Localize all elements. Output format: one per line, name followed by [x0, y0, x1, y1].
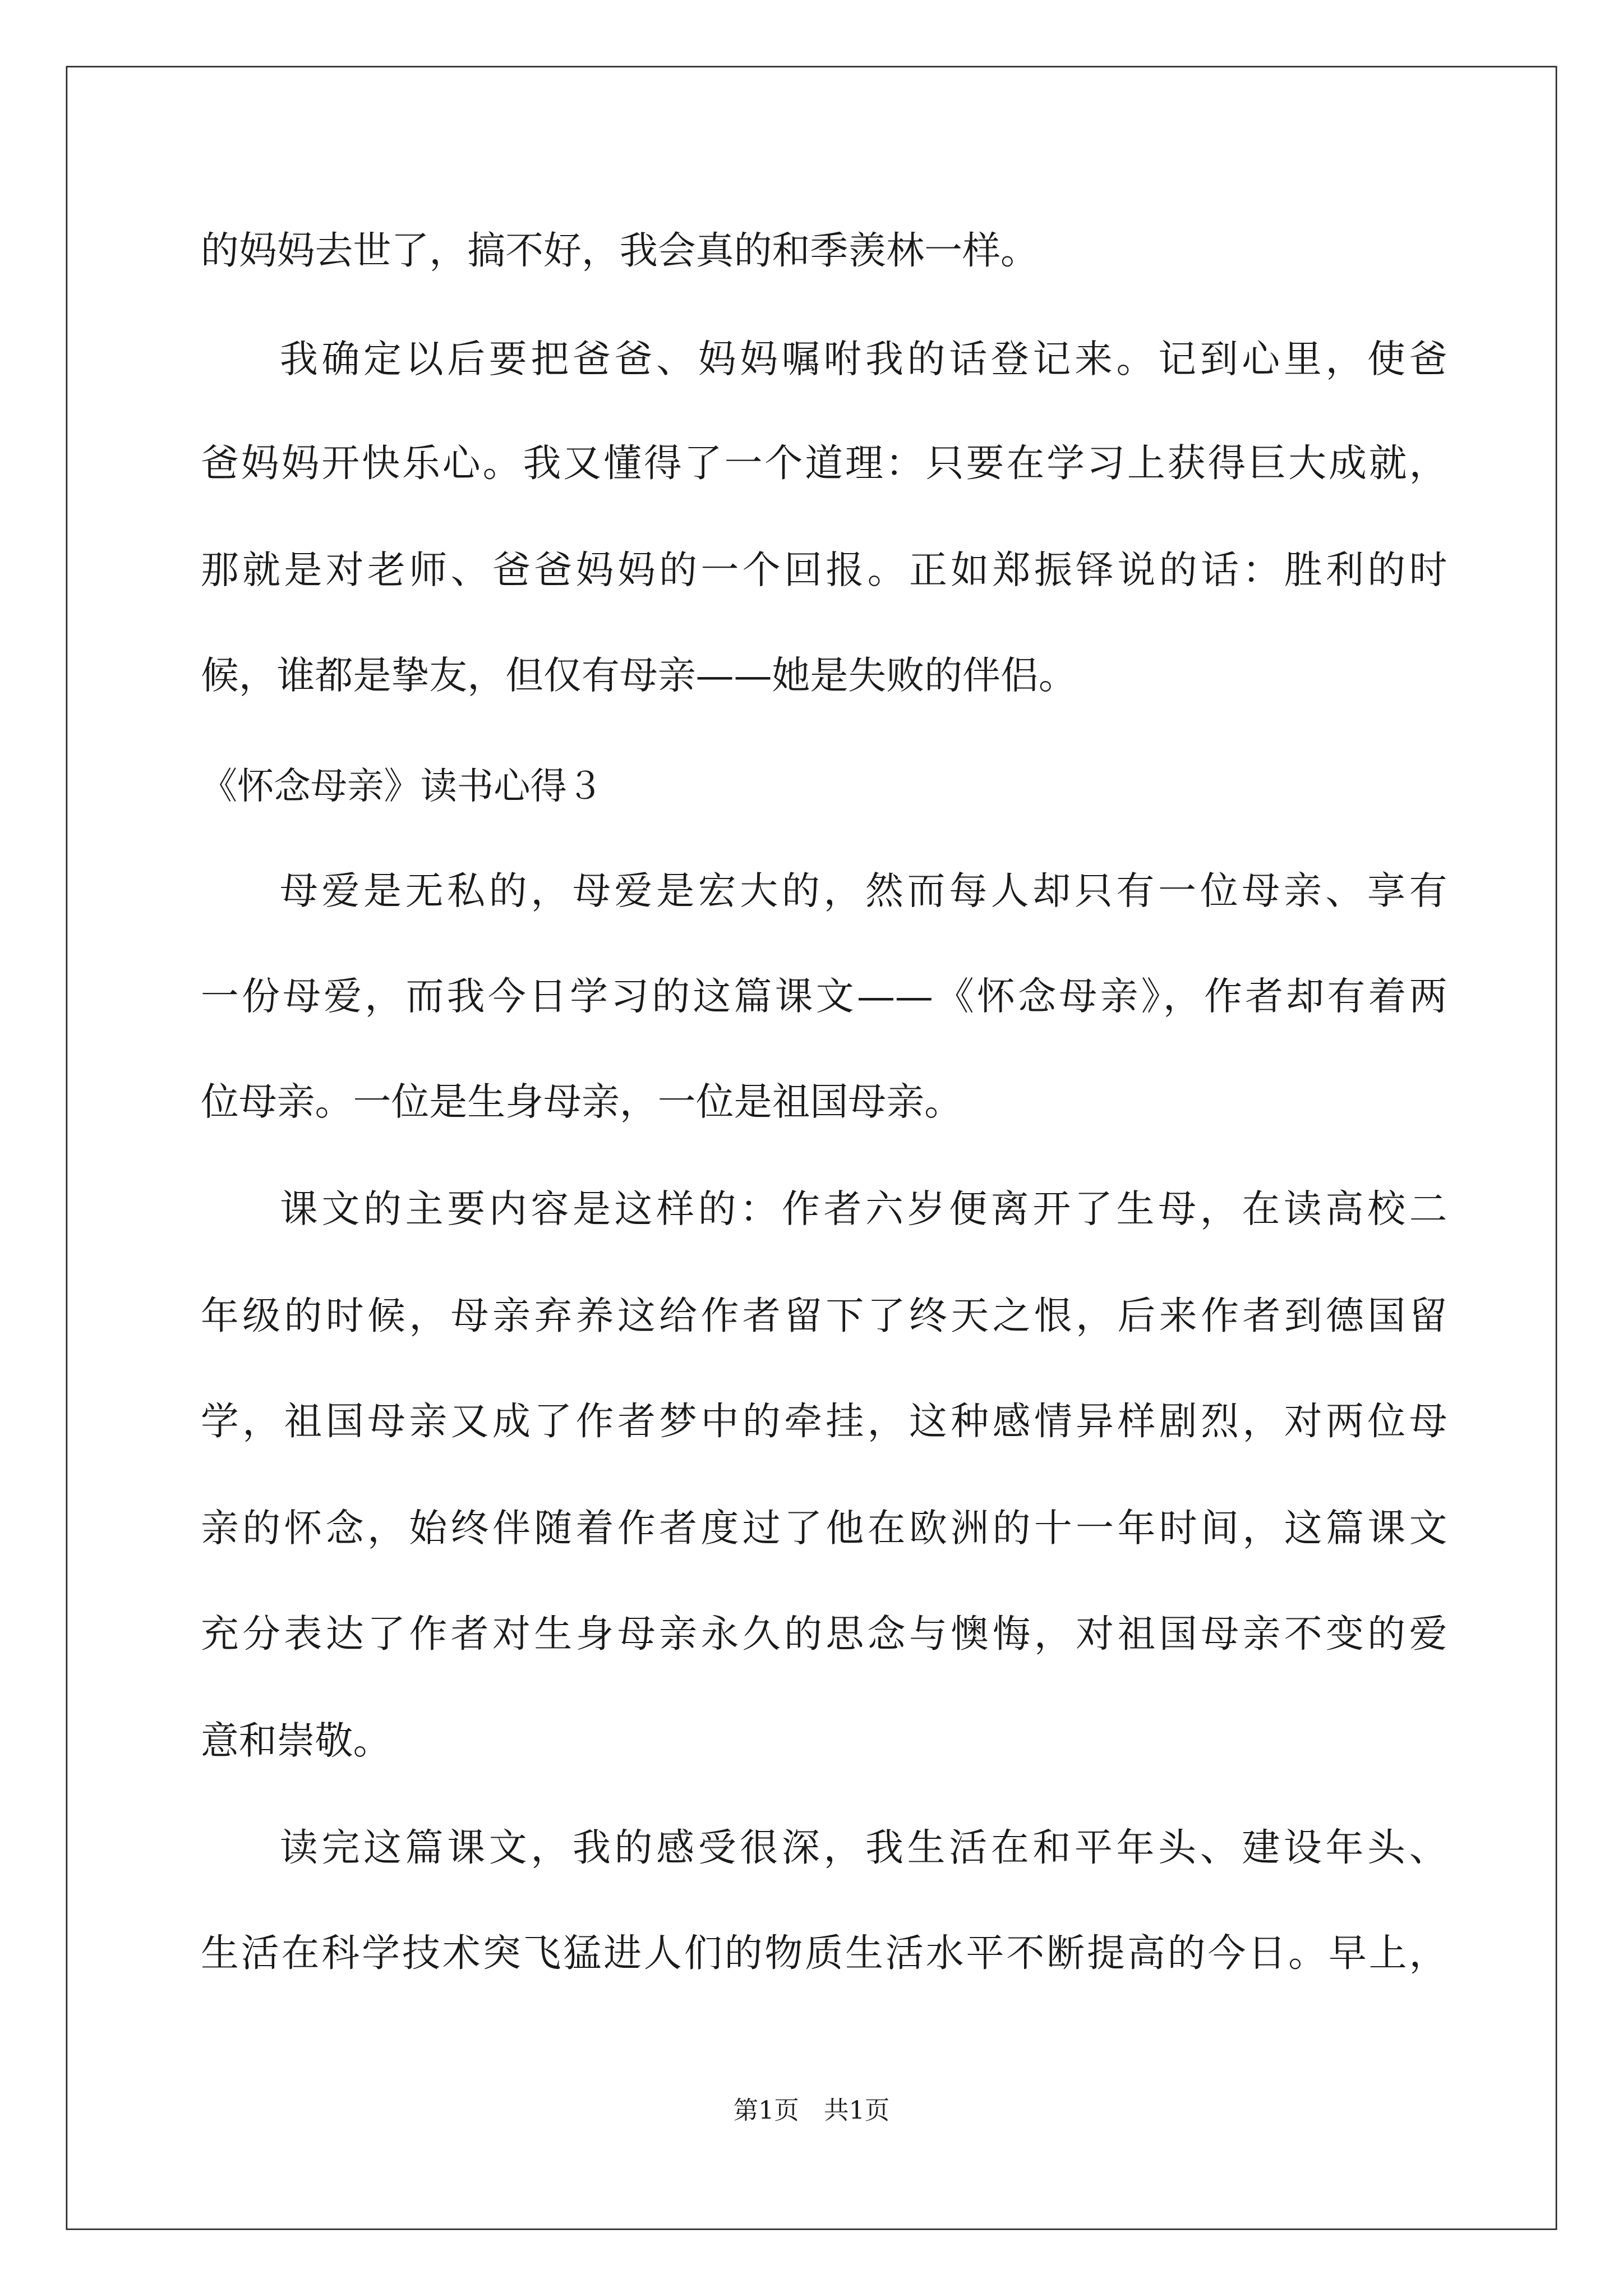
section-heading: 《怀念母亲》读书心得３ — [200, 765, 604, 808]
body-line: 那就是对老师、爸爸妈妈的一个回报。正如郑振铎说的话：胜利的时 — [200, 549, 1447, 593]
paragraph-first-line: 读完这篇课文，我的感受很深，我生活在和平年头、建设年头、 — [279, 1827, 1447, 1871]
paragraph-first-line: 我确定以后要把爸爸、妈妈嘱咐我的话登记来。记到心里，使爸 — [279, 338, 1447, 383]
body-line: 爸妈妈开快乐心。我又懂得了一个道理：只要在学习上获得巨大成就， — [200, 442, 1447, 487]
body-line: 学，祖国母亲又成了作者梦中的牵挂，这种感情异样剧烈，对两位母 — [200, 1400, 1447, 1445]
paragraph-first-line: 课文的主要内容是这样的：作者六岁便离开了生母，在读高校二 — [279, 1188, 1447, 1232]
body-line: 亲的怀念，始终伴随着作者度过了他在欧洲的十一年时间，这篇课文 — [200, 1507, 1447, 1552]
body-line: 意和崇敬。 — [200, 1720, 391, 1764]
body-line: 位母亲。一位是生身母亲，一位是祖国母亲。 — [200, 1081, 963, 1125]
body-line: 的妈妈去世了，搞不好，我会真的和季羡林一样。 — [200, 230, 1039, 274]
paragraph-first-line: 母爱是无私的，母爱是宏大的，然而每人却只有一位母亲、享有 — [279, 870, 1447, 914]
body-line: 候，谁都是挚友，但仅有母亲——她是失败的伴侣。 — [200, 655, 1077, 699]
body-line: 年级的时候，母亲弃养这给作者留下了终天之恨，后来作者到德国留 — [200, 1295, 1447, 1340]
page-footer: 第1页 共1页 — [733, 2096, 890, 2126]
body-line: 一份母爱，而我今日学习的这篇课文——《怀念母亲》，作者却有着两 — [200, 976, 1447, 1020]
page-border — [66, 66, 1557, 2230]
body-line: 充分表达了作者对生身母亲永久的思念与懊悔，对祖国母亲不变的爱 — [200, 1613, 1447, 1658]
body-line: 生活在科学技术突飞猛进人们的物质生活水平不断提高的今日。早上， — [200, 1932, 1447, 1977]
